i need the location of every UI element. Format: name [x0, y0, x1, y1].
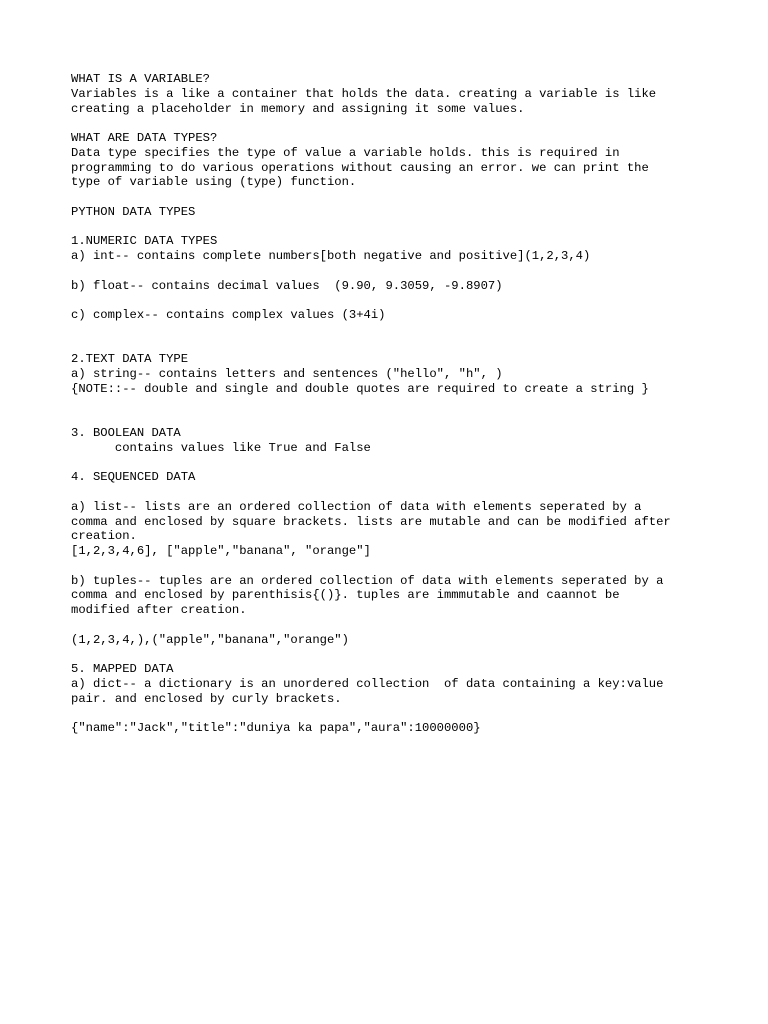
text-line: 4. SEQUENCED DATA	[71, 470, 196, 485]
blank-line	[71, 338, 731, 353]
blank-line	[71, 411, 731, 426]
text-line: a) string-- contains letters and sentences ("hello", "h", )	[71, 367, 503, 381]
text-line: [1,2,3,4,6], ["apple","banana", "orange"]	[71, 544, 371, 558]
blank-line	[71, 485, 731, 500]
text-line: a) int-- contains complete numbers[both negative and positive](1,2,3,4)	[71, 249, 591, 263]
blank-line	[71, 293, 731, 308]
text-line: type of variable using (type) function.	[71, 175, 357, 190]
text-line: a) dict-- a dictionary is an unordered collection of data containing a key:value	[71, 676, 664, 691]
blank-line	[71, 456, 731, 471]
text-line: WHAT IS A VARIABLE?	[71, 72, 210, 86]
blank-line	[71, 559, 731, 574]
text-line: Variables is a like a container that holds the data. creating a variable is like	[71, 86, 657, 101]
text-line: contains values like True and False	[71, 440, 371, 455]
text-line: {NOTE::-- double and single and double quotes are required to create a string }	[71, 381, 649, 396]
blank-line	[71, 397, 731, 412]
text-line: comma and enclosed by square brackets. lists are mutable and can be modified after	[71, 514, 671, 529]
text-line: creating a placeholder in memory and assigning it some values.	[71, 101, 525, 116]
text-line: Data type specifies the type of value a variable holds. this is required in	[71, 145, 620, 160]
text-line: b) float-- contains decimal values (9.90, 9.3059, -9.8907)	[71, 278, 503, 293]
text-line: modified after creation.	[71, 603, 247, 617]
text-line: WHAT ARE DATA TYPES?	[71, 131, 218, 145]
text-line: comma and enclosed by parenthisis{()}. tuples are immmutable and caannot be	[71, 588, 620, 603]
text-line: 2.TEXT DATA TYPE	[71, 352, 189, 367]
blank-line	[71, 220, 731, 235]
text-line: 5. MAPPED DATA	[71, 662, 174, 676]
blank-line	[71, 264, 731, 279]
text-line: 1.NUMERIC DATA TYPES	[71, 234, 218, 249]
text-line: programming to do various operations without causing an error. we can print the	[71, 160, 649, 175]
blank-line	[71, 618, 731, 633]
blank-line	[71, 323, 731, 338]
text-line: {"name":"Jack","title":"duniya ka papa","aura":10000000}	[71, 721, 481, 735]
blank-line	[71, 647, 731, 662]
text-line: PYTHON DATA TYPES	[71, 204, 196, 219]
blank-line	[71, 706, 731, 721]
text-line: pair. and enclosed by curly brackets.	[71, 691, 342, 706]
text-line: b) tuples-- tuples are an ordered collection of data with elements seperated by a	[71, 573, 664, 588]
text-line: 3. BOOLEAN DATA	[71, 426, 181, 440]
text-line: (1,2,3,4,),("apple","banana","orange")	[71, 632, 349, 647]
text-line: creation.	[71, 529, 137, 544]
document-body	[71, 72, 731, 736]
text-line: c) complex-- contains complex values (3+4i)	[71, 308, 386, 322]
blank-line	[71, 116, 731, 131]
text-line: a) list-- lists are an ordered collection of data with elements seperated by a	[71, 499, 642, 514]
blank-line	[71, 190, 731, 205]
